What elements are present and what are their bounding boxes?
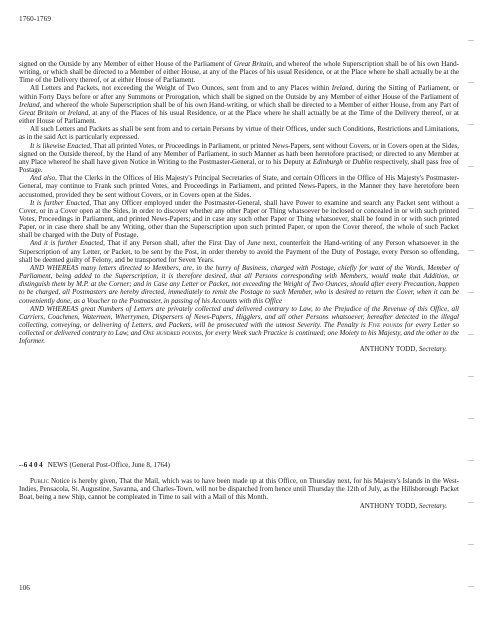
page-number: 106 <box>19 584 30 592</box>
margin-mark <box>468 292 474 293</box>
margin-mark <box>468 460 474 461</box>
paragraph-printed-votes: It is likewise Enacted, That all printed Votes, or Proceedings in Parliament, or printed News-Papers, sent without Covers, or in Covers open at the Sides, signed on the Outside thereof, by the Hand of any Member of Parliament, in such Manner as hath been heretofore practised; or directed to any Member at any Place whereof he shall have given Notice in Writing to the Postmaster-General, or to his Deputy at Edinburgh or Dublin respectively, shall pass free of Postage. <box>19 141 459 175</box>
margin-mark <box>468 40 474 41</box>
signature-secretary: ANTHONY TODD, Secretary. <box>359 345 447 354</box>
paragraph-whereas-members: AND WHEREAS many letters directed to Members, are, in the hurry of Business, charged with Postage, chiefly for want of the Words, Member of Parliament, being added to the Superscription, it is therefore desired, that all Persons corresponding with Members, would make that Addition, or distinguish them by M.P. at the Corner; and in Case any Letter or Packet, not exceeding the Weight of Two Ounces, should after every Precaution, happen to be charged, all Postmasters are hereby directed, immediately to remit the Postage to such Member, who is desired to return the Cover, when it can be conveniently done, as a Voucher to the Postmaster, in passing of his Accounts with this Office <box>19 263 459 305</box>
margin-mark <box>468 544 474 545</box>
news-entry <box>19 461 459 510</box>
margin-mark <box>468 124 474 125</box>
margin-mark <box>468 376 474 377</box>
entry-notice: Public Notice is hereby given, That the Mail, which was to have been made up at this Office, on Thursday next, for his Majesty's Islands in the West-Indies, Pensacola, St. Augustine, Savanna, and Charles-Town, will not be dispatched from hence until Thursday the 12th of July, as the Hillsborough Packet Boat, being a new Ship, cannot be compleated in Time to sail with a Mail of this Month. <box>19 477 459 502</box>
entry-number: 6404 <box>23 461 45 469</box>
entry-signature: ANTHONY TODD, Secretary. <box>359 501 447 510</box>
paragraph-search-packets: It is further Enacted, That any Officer employed under the Postmaster-General, shall have Power to examine and search any Packet sent without a Cover, or in a Cover open at the Sides, in order to discover whether any other Paper or Thing whatsoever be inclosed or concealed in or with such printed Votes, Proceedings in Parliament, and printed News-Papers; and in case any such other Paper or Thing whatsoever, shall be found in or with such printed Paper, or in case there shall be any Writing, other than the Superscription upon such printed Paper, or upon the Cover thereof, the whole of such Packet shall be charged with the Duty of Postage. <box>19 198 459 240</box>
margin-mark <box>468 334 474 335</box>
margin-mark <box>468 418 474 419</box>
margin-mark <box>468 208 474 209</box>
paragraph-member-franks: signed on the Outside by any Member of either House of the Parliament of Great Britain, and whereof the whole Superscription shall be of his own Hand-writing, or which shall be directed to a Member of either House, at any of the Places of his usual Residence, or at the Place where he shall actually be at the Time of the Delivery thereof, or at either House of Parliament. <box>19 60 459 85</box>
paragraph-official-letters: All such Letters and Packets as shall be sent from and to certain Persons by virtue of their Offices, under such Conditions, Restrictions and Limitations, as in the said Act is particularly expressed. <box>19 125 459 142</box>
margin-mark <box>468 82 474 83</box>
paragraph-ireland-letters: All Letters and Packets, not exceeding the Weight of Two Ounces, sent from and to any Places within Ireland, during the Sitting of Parliament, or within Forty Days before or after any Summons or Prorogation, which shall be signed on the Outside by any Member of either House of the Parliament of Ireland, and whereof the whole Superscription shall be of his own Hand-writing, or which shall be directed to a Member of either House, from any Part of Great Britain or Ireland, at any of the Places of his usual Residence, or at the Place where he shall actually be at the Time of the Delivery thereof, or at either House of Parliament. <box>19 84 459 126</box>
entry-heading <box>19 461 459 469</box>
paragraph-counterfeit-felony: And it is further Enacted, That if any Person shall, after the First Day of June next, counterfeit the Hand-writing of any Person whatsoever in the Superscription of any Letter, or Packet, to be sent by the Post, in order thereby to avoid the Payment of the Duty of Postage, every Person so offending, shall be deemed guilty of Felony, and be transported for Seven Years. <box>19 239 460 264</box>
entry-prefix: -- <box>19 461 24 469</box>
paragraph-whereas-carriers: AND WHEREAS great Numbers of Letters are privately collected and delivered contrary to Law, to the Prejudice of the Revenue of this Office, all Carriers, Coachmen, Watermen, Wherrymen, Dispersers of News-Papers, Higglers, and all other Persons whatsoever, hereafter detected in the illegal collecting, conveying, or delivering of Letters, and Packets, will be prosecuted with the utmost Severity. The Penalty is Five pounds for every Letter so collected or delivered contrary to Law, and One hundred pounds, for every Week such Practice is continued; one Moiety to his Majesty, and the other to the Informer. <box>19 304 460 346</box>
running-head: 1760-1769 <box>19 15 52 23</box>
entry-title: NEWS (General Post-Office, June 8, 1764) <box>47 461 170 469</box>
margin-mark <box>468 502 474 503</box>
margin-mark <box>468 166 474 167</box>
body-text <box>19 60 459 354</box>
paragraph-clerks-franking: And also, That the Clerks in the Offices of His Majesty's Principal Secretaries of State, and certain Officers in the Office of His Majesty's Postmaster-General, may continue to Frank such printed Votes, and Proceedings in Parliament, and printed News-Papers, in the Manner they have heretofore been accustomed, provided they be sent without Covers, or in Covers open at the Sides. <box>19 174 459 199</box>
margin-mark <box>468 250 474 251</box>
margin-mark <box>468 586 474 587</box>
